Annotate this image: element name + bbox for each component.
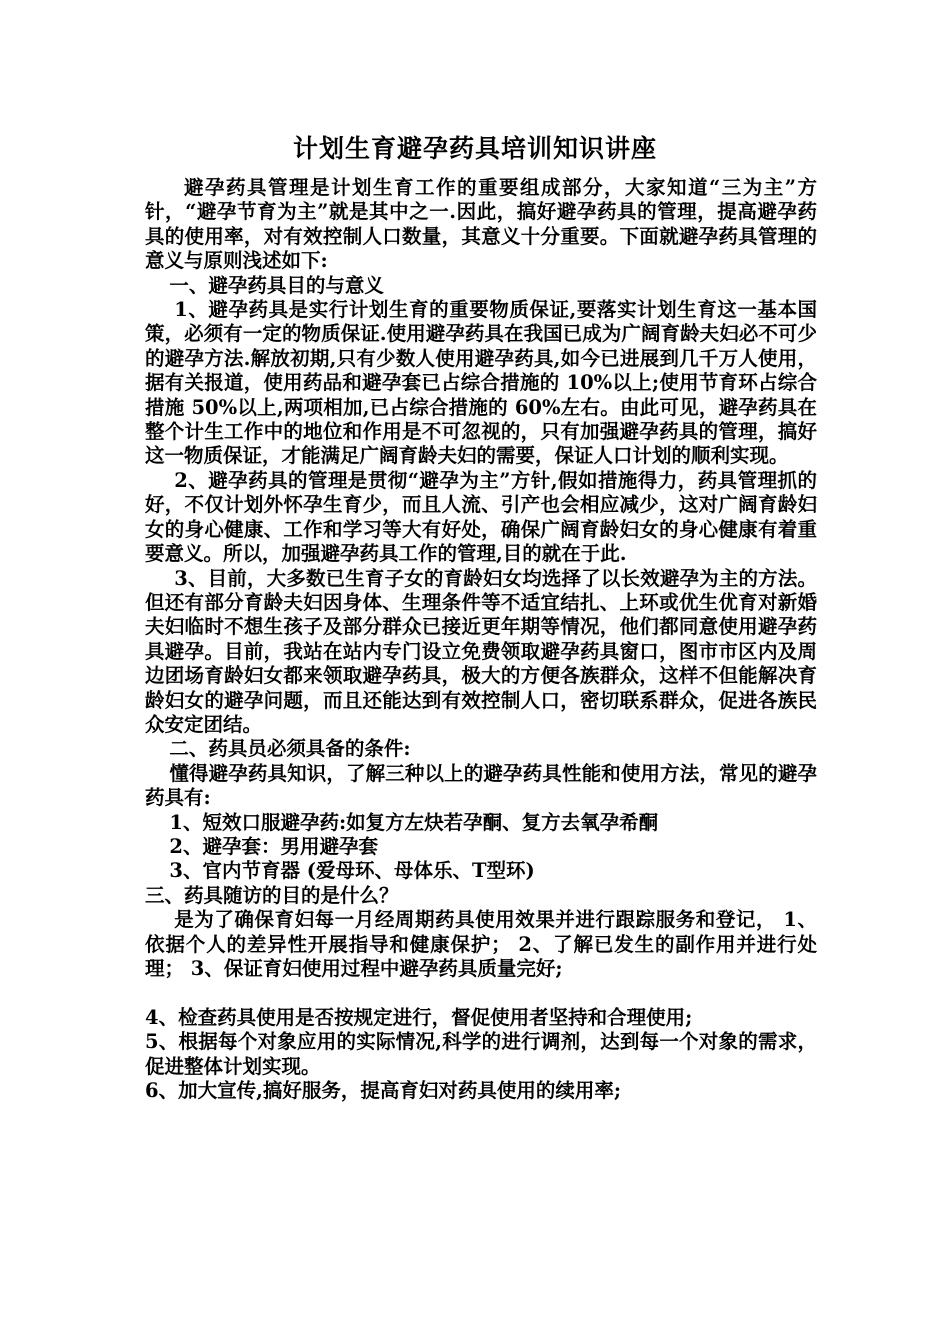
intro-paragraph: 避孕药具管理是计划生育工作的重要组成部分，大家知道“三为主”方针，“避孕节育为主”就是其中之一.因此，搞好避孕药具的管理，提高避孕药具的使用率，对有效控制人口数量，其意义十分重要。下面就避孕药具管理的意义与原则浅述如下:	[145, 176, 817, 273]
list-item: 3、官内节育器 (爱母环、母体乐、T型环)	[169, 859, 535, 883]
list-item: 6、加大宣传,搞好服务，提高育妇对药具使用的续用率;	[145, 1079, 622, 1103]
list-item: 1、短效口服避孕药:如复方左炔若孕酮、复方去氧孕希酮	[169, 810, 659, 834]
section-heading-3: 三、药具随访的目的是什么？	[145, 883, 399, 907]
paragraph-1-2: 2、避孕药具的管理是贯彻“避孕为主”方针,假如措施得力，药具管理抓的好，不仅计划外怀孕生育少，而且人流、引产也会相应减少，这对广阔育龄妇女的身心健康、工作和学习等大有好处，确保广阔育龄妇女的身心健康有着重要意义。所以，加强避孕药具工作的管理,目的就在于此.	[145, 468, 817, 566]
blank-line	[145, 981, 817, 1005]
list-item: 2、避孕套：男用避孕套	[169, 834, 378, 858]
document-title: 计划生育避孕药具培训知识讲座	[292, 134, 657, 163]
document-body	[145, 176, 817, 1103]
section-heading-1: 一、避孕药具目的与意义	[169, 273, 384, 297]
list-item: 4、检查药具使用是否按规定进行，督促使用者坚持和合理使用;	[145, 1005, 693, 1029]
list-item: 5、根据每个对象应用的实际情况,科学的进行调剂，达到每一个对象的需求，促进整体计划实现。	[145, 1030, 817, 1078]
paragraph-1-1: 1、避孕药具是实行计划生育的重要物质保证,要落实计划生育这一基本国策，必须有一定的物质保证.使用避孕药具在我国已成为广阔育龄夫妇必不可少的避孕方法.解放初期,只有少数人使用避孕药具,如今已进展到几千万人使用，据有关报道，使用药品和避孕套已占综合措施的 10%以上;使用节育环占综合措施 50%以上,两项相加,已占综合措施的 60%左右。由此可见，避孕药具在整个计生工作中的地位和作用是不可忽视的，只有加强避孕药具的管理，搞好这一物质保证，才能满足广阔育龄夫妇的需要，保证人口计划的顺利实现。	[145, 298, 817, 468]
paragraph-3-intro: 是为了确保育妇每一月经周期药具使用效果并进行跟踪服务和登记， 1、 依据个人的差异性开展指导和健康保护； 2、了解已发生的副作用并进行处理； 3、保证育妇使用过程中避孕药具质量完好;	[145, 908, 817, 980]
paragraph-1-3: 3、目前，大多数已生育子女的育龄妇女均选择了以长效避孕为主的方法。但还有部分育龄夫妇因身体、生理条件等不适宜结扎、上环或优生优育对新婚夫妇临时不想生孩子及部分群众已接近更年期等情况，他们都同意使用避孕药具避孕。目前，我站在站内专门设立免费领取避孕药具窗口，图市市区内及周边团场育龄妇女都来领取避孕药具，极大的方便各族群众，这样不但能解决育龄妇女的避孕问题，而且还能达到有效控制人口，密切联系群众，促进各族民众安定团结。	[145, 566, 817, 736]
paragraph-2-intro: 懂得避孕药具知识，了解三种以上的避孕药具性能和使用方法，常见的避孕药具有:	[145, 761, 817, 810]
section-heading-2: 二、药具员必须具备的条件:	[169, 737, 411, 761]
